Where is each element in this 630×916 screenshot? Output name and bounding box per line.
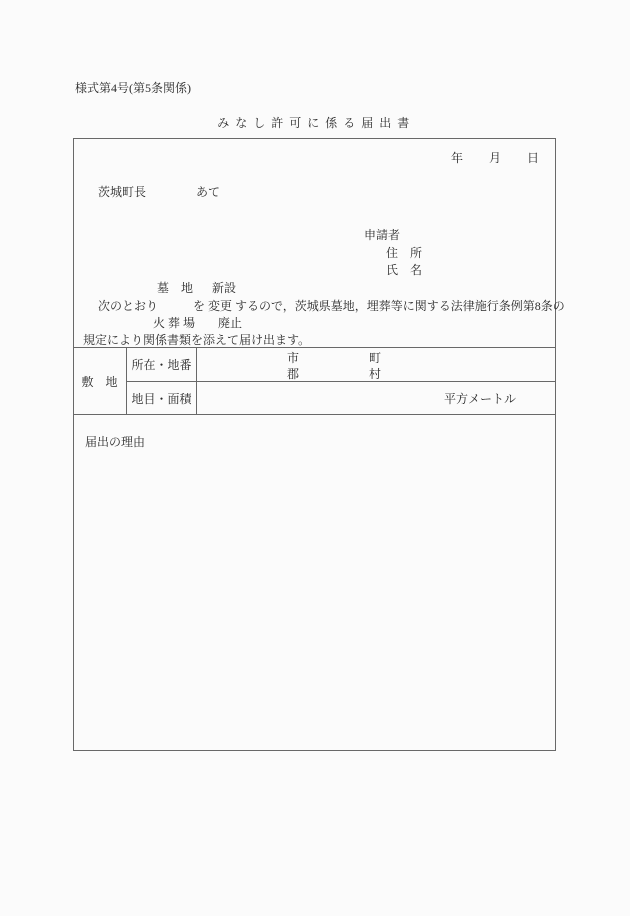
facility-option-cemetery: 墓 地 (157, 281, 194, 295)
date-year-label: 年 (450, 151, 463, 165)
county-label: 郡 (287, 367, 300, 381)
action-option-abolish: 廃止 (218, 316, 243, 330)
area-entry-cell (197, 382, 556, 414)
action-option-new: 新設 (212, 281, 237, 295)
applicant-label: 申請者 (364, 228, 401, 242)
reason-for-notification-label: 届出の理由 (85, 435, 146, 449)
date-day-label: 日 (526, 151, 539, 165)
page-title: み な し 許 可 に 係 る 届 出 書 (217, 116, 411, 130)
site-row-header: 敷 地 (81, 374, 118, 389)
body-statement-middle: を 変更 するので，茨城県墓地，埋葬等に関する法律施行条例第8条の (193, 299, 565, 313)
city-label: 市 (287, 351, 300, 365)
date-month-label: 月 (488, 151, 501, 165)
date-line (74, 149, 539, 166)
form-border-box (73, 138, 565, 751)
location-entry-cell (197, 348, 556, 381)
applicant-address-label: 住 所 (386, 246, 423, 260)
addressee-suffix: あて (196, 185, 221, 199)
location-lot-label: 所在・地番 (131, 358, 192, 372)
village-label: 村 (369, 367, 382, 381)
addressee-name: 茨城町長 (98, 185, 147, 199)
facility-option-crematorium: 火 葬 場 (153, 316, 196, 330)
body-statement-closing: 規定により関係書類を添えて届け出ます。 (83, 333, 311, 347)
site-table (73, 347, 556, 415)
town-label: 町 (369, 351, 382, 365)
land-category-area-label: 地目・面積 (131, 391, 192, 406)
body-option-bottom-line (153, 314, 242, 331)
applicant-name-label: 氏 名 (386, 263, 423, 277)
addressee-line (98, 183, 220, 200)
form-number: 様式第4号(第5条関係) (75, 81, 191, 95)
square-meter-unit-label: 平方メートル (443, 391, 516, 406)
body-statement-prefix: 次のとおり (98, 299, 159, 313)
body-option-top-line (157, 279, 236, 296)
